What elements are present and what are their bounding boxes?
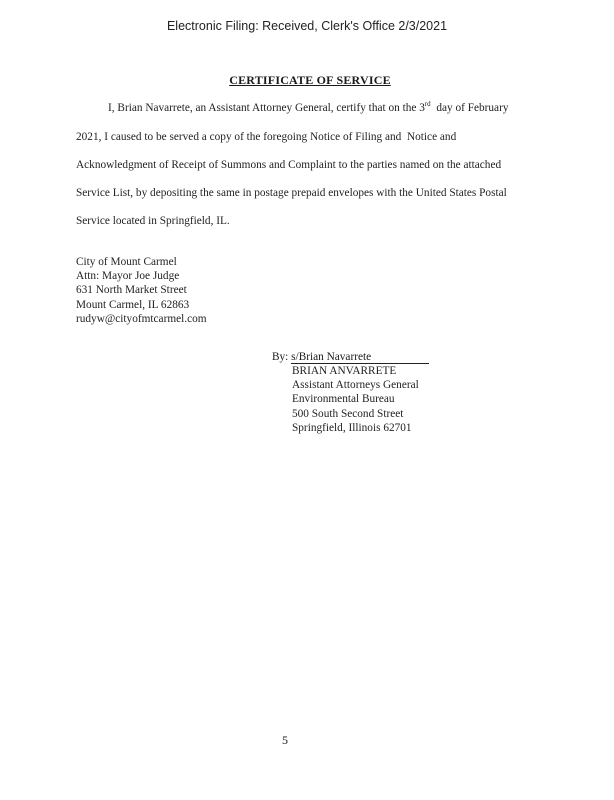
certificate-line-3: Acknowledgment of Receipt of Summons and Complaint to the parties named on the attached — [76, 159, 502, 171]
signer-bureau: Environmental Bureau — [292, 393, 395, 406]
signer-title: Assistant Attorneys General — [292, 379, 419, 392]
signer-city: Springfield, Illinois 62701 — [292, 421, 412, 434]
certificate-line-1-end: day of February — [430, 102, 509, 114]
recipient-line: Attn: Mayor Joe Judge — [76, 270, 180, 283]
recipient-email: rudyw@cityofmtcarmel.com — [76, 312, 207, 325]
certificate-line-5: Service located in Springfield, IL. — [76, 215, 230, 227]
recipient-line: Mount Carmel, IL 62863 — [76, 298, 190, 311]
certificate-line-4: Service List, by depositing the same in postage prepaid envelopes with the United States Postal — [76, 187, 507, 199]
certificate-line-1 — [108, 102, 509, 114]
certificate-line-2: 2021, I caused to be served a copy of the foregoing Notice of Filing and Notice and — [76, 131, 457, 143]
signed-name: s/Brian Navarrete — [291, 351, 429, 364]
page-number: 5 — [282, 733, 288, 747]
signer-street: 500 South Second Street — [292, 407, 404, 420]
ordinal-suffix: rd — [424, 100, 431, 109]
recipient-line: City of Mount Carmel — [76, 256, 177, 268]
filing-stamp: Electronic Filing: Received, Clerk's Office 2/3/2021 — [166, 19, 448, 33]
by-label: By: — [272, 351, 292, 363]
recipient-address — [76, 255, 207, 326]
signer-block — [292, 364, 419, 435]
signature-line — [272, 351, 429, 364]
certificate-line-1-text: I, Brian Navarrete, an Assistant Attorney General, certify that on the 3 — [108, 102, 425, 114]
signer-name: BRIAN ANVARRETE — [292, 365, 397, 377]
certificate-title: CERTIFICATE OF SERVICE — [229, 73, 391, 87]
recipient-line: 631 North Market Street — [76, 284, 187, 297]
